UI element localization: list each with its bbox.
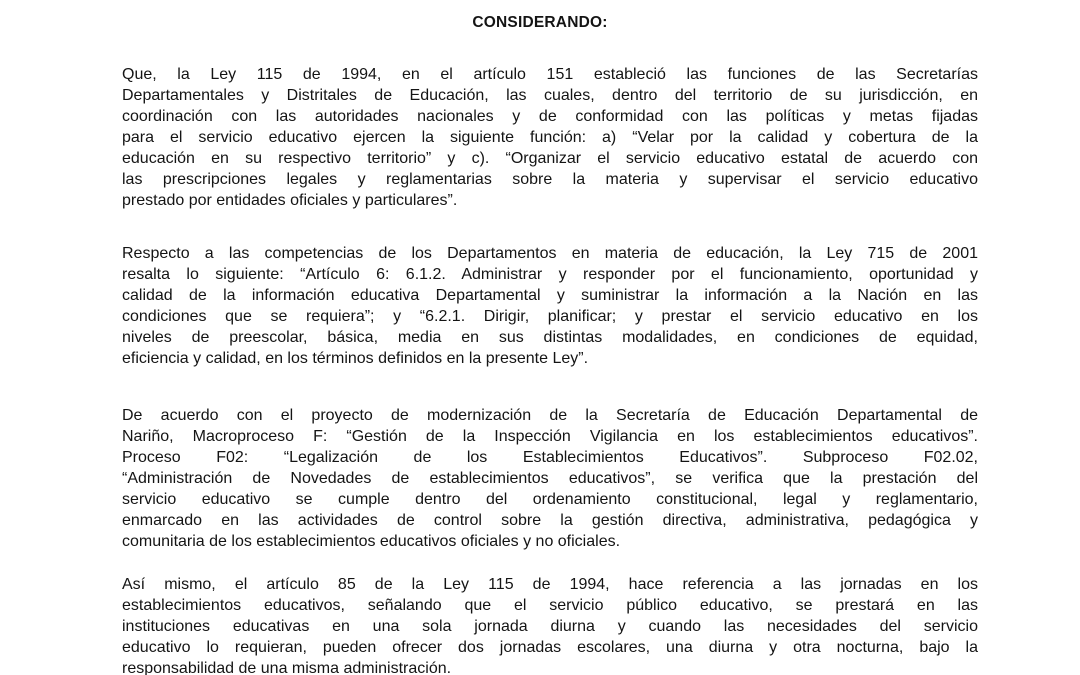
paragraph-line: responsabilidad de una misma administración. — [122, 660, 452, 675]
paragraph-line: condiciones que se requiera”; y “6.2.1. Dirigir, planificar; y prestar el servicio educativo en los — [122, 308, 978, 325]
paragraph-line: prestado por entidades oficiales y particulares”. — [122, 192, 458, 209]
paragraph-line: las prescripciones legales y reglamentarias sobre la materia y supervisar el servicio educativo — [122, 171, 978, 188]
paragraph-line: establecimientos educativos, señalando que el servicio público educativo, se prestará en las — [122, 597, 978, 614]
paragraph-line: educativo lo requieran, pueden ofrecer dos jornadas escolares, una diurna y otra nocturna, bajo la — [122, 639, 978, 656]
paragraph-line: Nariño, Macroproceso F: “Gestión de la Inspección Vigilancia en los establecimientos educativos”. — [122, 428, 978, 445]
paragraph-line: De acuerdo con el proyecto de modernización de la Secretaría de Educación Departamental de — [122, 407, 978, 424]
paragraph-line: comunitaria de los establecimientos educativos oficiales y no oficiales. — [122, 533, 621, 550]
paragraph-articulo-85-jornadas — [122, 574, 978, 675]
paragraph-line: para el servicio educativo ejercen la siguiente función: a) “Velar por la calidad y cobertura de la — [122, 129, 978, 146]
paragraph-line: enmarcado en las actividades de control sobre la gestión directiva, administrativa, pedagógica y — [122, 512, 978, 529]
paragraph-line: coordinación con las autoridades nacionales y de conformidad con las políticas y metas fijadas — [122, 108, 978, 125]
paragraph-line: instituciones educativas en una sola jornada diurna y cuando las necesidades del servicio — [122, 618, 978, 635]
paragraph-line: calidad de la información educativa Departamental y suministrar la información a la Nación en las — [122, 287, 978, 304]
section-heading: CONSIDERANDO: — [472, 14, 608, 31]
paragraph-line: Así mismo, el artículo 85 de la Ley 115 de 1994, hace referencia a las jornadas en los — [122, 576, 978, 593]
paragraph-line: servicio educativo se cumple dentro del ordenamiento constitucional, legal y reglamentario, — [122, 491, 978, 508]
paragraph-ley-715-competencias — [122, 243, 978, 369]
paragraph-line: niveles de preescolar, básica, media en sus distintas modalidades, en condiciones de equidad, — [122, 329, 978, 346]
paragraph-line: eficiencia y calidad, en los términos definidos en la presente Ley”. — [122, 350, 589, 367]
paragraph-ley-115-articulo-151 — [122, 64, 978, 211]
paragraph-line: Proceso F02: “Legalización de los Establecimientos Educativos”. Subproceso F02.02, — [122, 449, 978, 466]
paragraph-line: resalta lo siguiente: “Artículo 6: 6.1.2. Administrar y responder por el funcionamiento, oportunidad y — [122, 266, 978, 283]
paragraph-line: Que, la Ley 115 de 1994, en el artículo 151 estableció las funciones de las Secretarías — [122, 66, 978, 83]
paragraph-line: “Administración de Novedades de establecimientos educativos”, se verifica que la prestación del — [122, 470, 978, 487]
paragraph-line: Departamentales y Distritales de Educación, las cuales, dentro del territorio de su jurisdicción, en — [122, 87, 978, 104]
paragraph-line: Respecto a las competencias de los Departamentos en materia de educación, la Ley 715 de 2001 — [122, 245, 978, 262]
paragraph-proyecto-modernizacion — [122, 405, 978, 552]
paragraph-line: educación en su respectivo territorio” y c). “Organizar el servicio educativo estatal de acuerdo con — [122, 150, 978, 167]
